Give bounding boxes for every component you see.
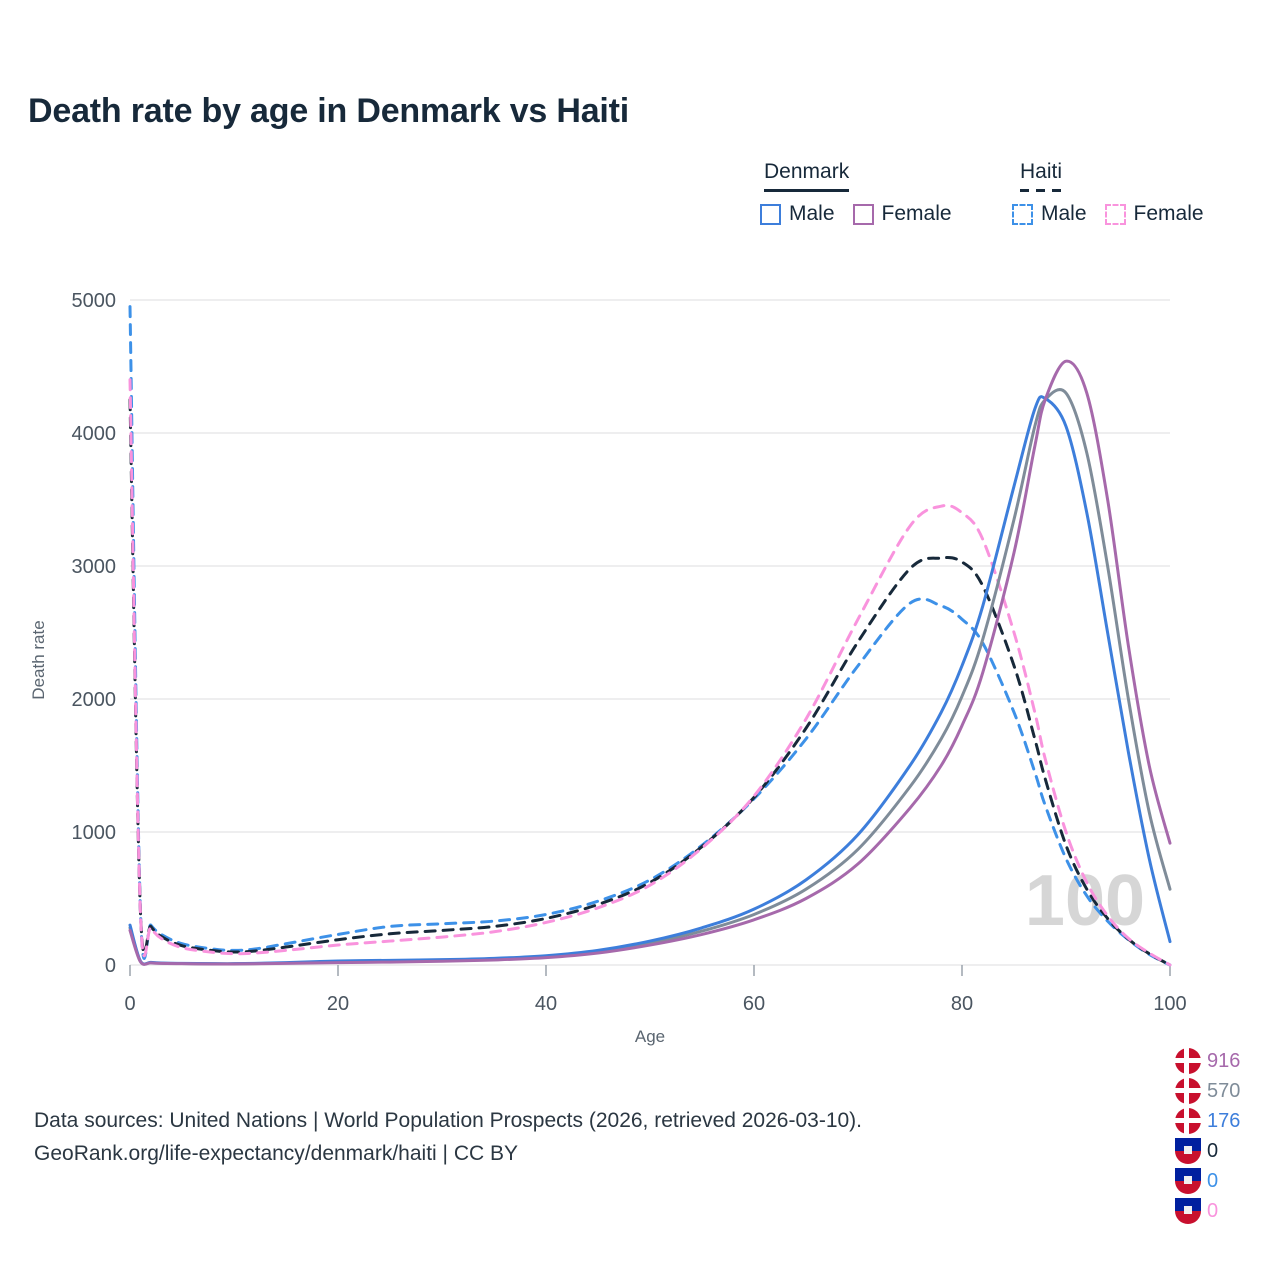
series-line <box>130 397 1170 964</box>
chart-series-layer <box>130 307 1170 965</box>
y-axis-ticks <box>72 290 117 977</box>
denmark-flag-icon <box>1175 1108 1201 1134</box>
legend-haiti-rule <box>1020 189 1062 192</box>
end-marker-value: 0 <box>1207 1139 1219 1162</box>
haiti-flag-icon <box>1175 1198 1201 1224</box>
legend-item-label: Female <box>1133 202 1204 225</box>
x-tick-label: 100 <box>1153 993 1187 1015</box>
x-axis-ticks <box>124 965 1186 1015</box>
series-line <box>130 390 1170 965</box>
chart-plot-area <box>0 270 1280 1046</box>
chart-legend <box>750 160 1260 245</box>
legend-item-denmark-female[interactable] <box>853 202 952 226</box>
end-marker-value: 0 <box>1207 1199 1219 1222</box>
x-tick-label: 80 <box>950 993 974 1015</box>
legend-swatch-icon <box>760 204 781 225</box>
legend-item-label: Female <box>881 202 952 225</box>
legend-group-haiti-label: Haiti <box>1020 160 1063 183</box>
x-axis-label: Age <box>634 1027 666 1046</box>
y-tick-label: 0 <box>104 955 116 977</box>
end-value-markers <box>1175 1046 1280 1226</box>
legend-swatch-icon <box>1012 204 1033 225</box>
legend-swatch-icon <box>853 204 874 225</box>
legend-items-denmark <box>760 202 952 226</box>
x-tick-label: 60 <box>742 993 766 1015</box>
end-marker-row <box>1175 1136 1280 1166</box>
chart-svg <box>0 270 1280 1046</box>
x-tick-label: 40 <box>534 993 558 1015</box>
x-tick-label: 0 <box>124 993 136 1015</box>
legend-item-denmark-male[interactable] <box>760 202 835 226</box>
end-marker-row <box>1175 1196 1280 1226</box>
chart-watermark: 100 <box>1024 861 1146 941</box>
legend-group-denmark-label: Denmark <box>764 160 850 183</box>
y-tick-label: 2000 <box>71 689 116 711</box>
legend-group-denmark <box>764 160 849 192</box>
haiti-flag-icon <box>1175 1168 1201 1194</box>
y-tick-label: 4000 <box>71 423 116 445</box>
end-marker-row <box>1175 1076 1280 1106</box>
footer-line-sources: Data sources: United Nations | World Population Prospects (2026, retrieved 2026-03-10). <box>34 1109 863 1132</box>
end-marker-value: 570 <box>1207 1079 1241 1102</box>
legend-group-haiti <box>1020 160 1062 192</box>
y-tick-label: 1000 <box>71 822 116 844</box>
legend-denmark-rule <box>764 189 849 192</box>
legend-swatch-icon <box>1105 204 1126 225</box>
footer-line-url[interactable]: GeoRank.org/life-expectancy/denmark/haiti | CC BY <box>34 1141 519 1165</box>
denmark-flag-icon <box>1175 1078 1201 1104</box>
end-marker-value: 916 <box>1207 1049 1241 1072</box>
y-tick-label: 5000 <box>71 290 116 312</box>
page-title: Death rate by age in Denmark vs Haiti <box>28 92 630 130</box>
haiti-flag-icon <box>1175 1138 1201 1164</box>
end-marker-row <box>1175 1046 1280 1076</box>
denmark-flag-icon <box>1175 1048 1201 1074</box>
end-marker-value: 176 <box>1207 1109 1241 1132</box>
legend-items-haiti <box>1012 202 1204 226</box>
footer <box>34 1105 862 1170</box>
end-marker-row <box>1175 1106 1280 1136</box>
legend-item-label: Male <box>789 202 835 225</box>
end-marker-value: 0 <box>1207 1169 1219 1192</box>
legend-item-haiti-male[interactable] <box>1012 202 1087 226</box>
legend-item-label: Male <box>1041 202 1087 225</box>
legend-item-haiti-female[interactable] <box>1105 202 1204 226</box>
end-marker-row <box>1175 1166 1280 1196</box>
x-tick-label: 20 <box>326 993 350 1015</box>
y-tick-label: 3000 <box>71 556 116 578</box>
y-axis-label: Death rate <box>29 620 48 700</box>
series-line <box>130 380 1170 965</box>
